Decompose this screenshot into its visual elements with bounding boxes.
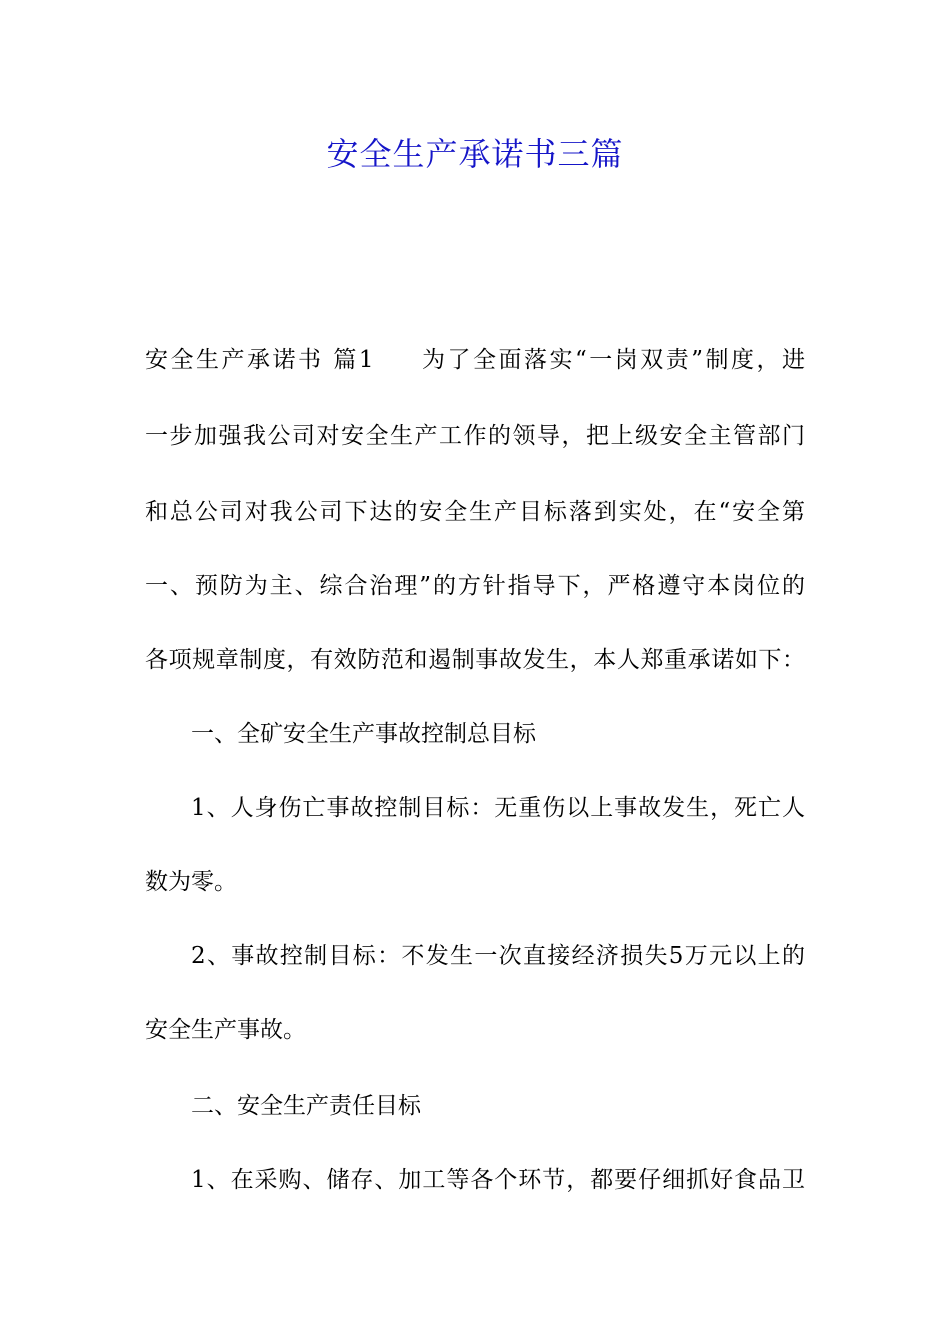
paragraph-line: 一、预防为主、综合治理”的方针指导下，严格遵守本岗位的	[145, 573, 805, 599]
paragraph-line: 2、事故控制目标：不发生一次直接经济损失5万元以上的	[191, 943, 805, 969]
paragraph-line: 一步加强我公司对安全生产工作的领导，把上级安全主管部门	[145, 423, 805, 449]
paragraph-line	[145, 342, 805, 378]
paragraph-line: 数为零。	[145, 869, 237, 895]
section-heading: 安全生产承诺书 篇1	[145, 347, 374, 373]
document-title: 安全生产承诺书三篇	[326, 135, 624, 173]
paragraph-text: 为了全面落实“一岗双责”制度，进	[419, 347, 805, 373]
section-heading-line: 二、安全生产责任目标	[191, 1093, 421, 1119]
paragraph-line: 1、人身伤亡事故控制目标：无重伤以上事故发生，死亡人	[191, 795, 805, 821]
paragraph-line: 1、在采购、储存、加工等各个环节，都要仔细抓好食品卫	[191, 1167, 805, 1193]
paragraph-line: 各项规章制度，有效防范和遏制事故发生，本人郑重承诺如下：	[145, 647, 805, 673]
paragraph-line: 和总公司对我公司下达的安全生产目标落到实处，在“安全第	[145, 499, 805, 525]
paragraph-line: 安全生产事故。	[145, 1017, 306, 1043]
section-heading-line: 一、全矿安全生产事故控制总目标	[191, 721, 536, 747]
